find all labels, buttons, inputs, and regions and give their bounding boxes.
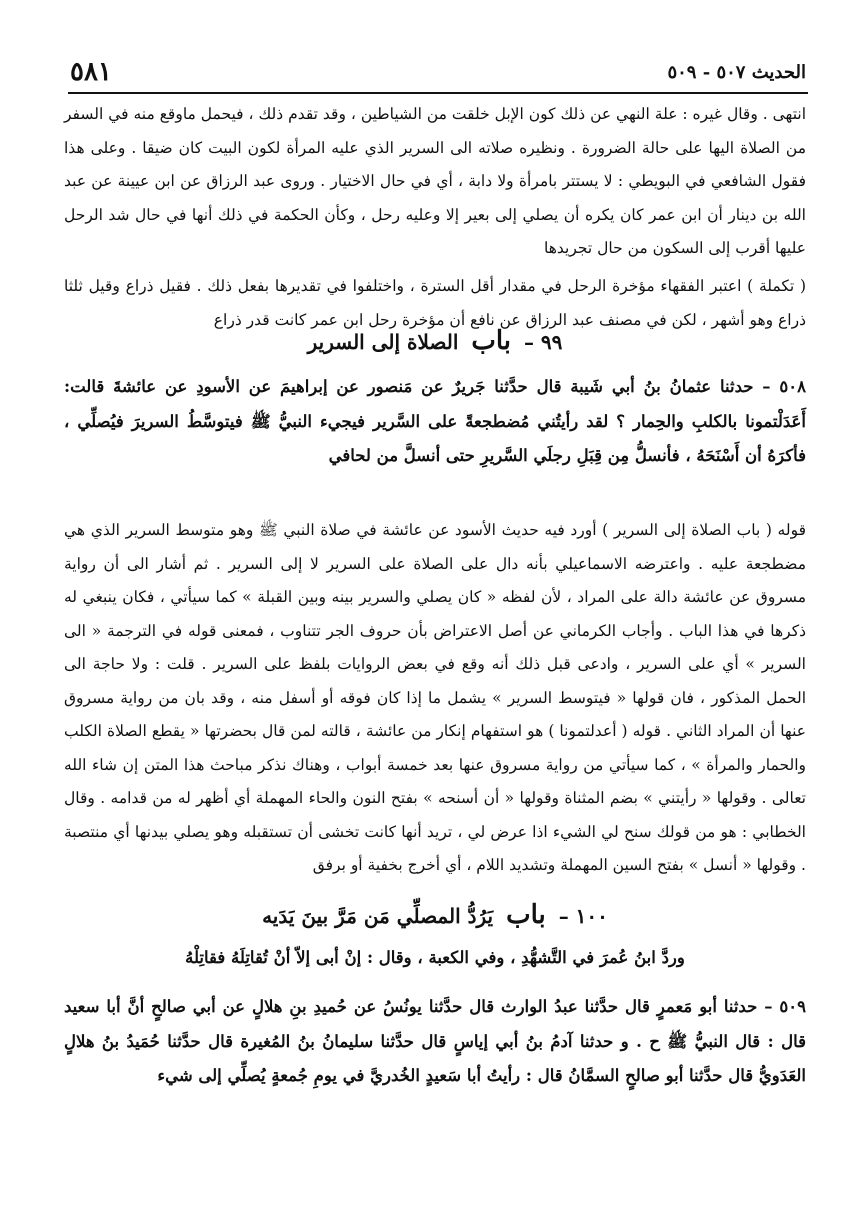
commentary-paragraph-2: قوله ( باب الصلاة إلى السرير ) أورد فيه حديث الأسود عن عائشة في صلاة النبي ﷺ وهو متوسط السرير الذي هي مضطجعة عليه . واعترضه الاسماعيلي بأنه دال على الصلاة على السرير لا إلى السرير . ثم أشار الى أن رواية مسروق عن عائشة دالة على المراد ، لأن لفظه « كان يصلي والسرير بينه وبين القبلة » كما سيأتي ، فكان ينبغي له ذكرها في هذا الباب . وأجاب الكرماني عن أصل الاعتراض بأن حروف الجر تتناوب ، فمعنى قوله في الترجمة « الى السرير » أي على السرير ، وادعى قبل ذلك أنه وقع في بعض الروايات بلفظ على السرير . قلت : ولا حاجة الى الحمل المذكور ، فان قولها « فيتوسط السرير » يشمل ما إذا كان فوقه أو أسفل منه ، وقد بان من رواية مسروق عنها أن المراد الثاني . قوله ( أعدلتمونا ) هو استفهام إنكار من عائشة ، قالته لمن قال بحضرتها « يقطع الصلاة الكلب والحمار والمرأة » ، كما سيأتي من رواية مسروق عنها بعد خمسة أبواب ، وهناك نذكر مباحث هذا المتن إن شاء الله تعالى . وقولها « رأيتني » بضم المثناة وقولها « أن أسنحه » بفتح النون والحاء المهملة أي أظهر له من قدامه . وقال الخطابي : هو من قولك سنح لي الشيء اذا عرض لي ، تريد أنها كانت تخشى أن تستقبله وهو يصلي بيدنها أي منتصبة . وقولها « أنسل » بفتح السين المهملة وتشديد اللام ، أي أخرج بخفية أو برفق xyxy=(64,521,806,874)
chapter-title: الصلاة إلى السرير xyxy=(307,330,459,354)
hadith-508: ٥٠٨ – حدثنا عثمانُ بنُ أبي شَيبة قال حدَّثنا جَريرٌ عن مَنصور عن إبراهيمَ عن الأسودِ عن عائشةَ قالت: أَعَدَلْتمونا بالكلبِ والحِمار ؟ لقد رأيتُني مُضطجعةً على السَّرير فيجيء النبيُّ ﷺ فيتوسَّطُ السريرَ فيُصلِّي ، فأكرَهُ أن أَسْنَحَهُ ، فأنسلُّ مِن قِبَلِ رجلَي السَّريرِ حتى أنسلَّ من لحافي xyxy=(64,377,806,465)
chapter-heading-100 xyxy=(64,900,806,930)
hadith-509: ٥٠٩ – حدثنا أبو مَعمرٍ قال حدَّثنا عبدُ الوارث قال حدَّثنا يونُسُ عن حُميدِ بنِ هلالٍ عن أبي صالحٍ أنَّ أبا سعيد قال : قال النبيُّ ﷺ ح . و حدثنا آدمُ بنُ أبي إياسٍ قال حدَّثنا سليمانُ بنُ المُغيرة قال حدَّثنا حُمَيدُ بنُ هلالٍ العَدَويُّ قال حدَّثنا أبو صالحٍ السمَّانُ قال : رأيتُ أبا سَعيدٍ الخُدريَّ في يومِ جُمعةٍ يُصلِّي إلى شيء xyxy=(64,997,806,1085)
chapter-heading-99 xyxy=(64,326,806,356)
header-divider xyxy=(68,92,808,94)
chapter-title: يَرُدُّ المصلِّي مَن مَرَّ بينَ يَدَيه xyxy=(262,904,494,928)
page-number: ٥٨١ xyxy=(70,57,112,87)
chapter-number: ٩٩ – xyxy=(523,330,563,354)
commentary-paragraph-1: انتهى . وقال غيره : علة النهي عن ذلك كون الإبل خلقت من الشياطين ، وقد تقدم ذلك ، فيحمل ماوقع منه في السفر من الصلاة اليها على حالة الضرورة . ونظيره صلاته الى السرير الذي عليه المرأة لكون البيت كان ضيقا . وعلى هذا فقول الشافعي في البويطي : لا يستتر بامرأة ولا دابة ، أي في حال الاختيار . وروى عبد الرزاق عن ابن عيينة عن عبد الله بن دينار أن ابن عمر كان يكره أن يصلي إلى بعير إلا وعليه رحل ، وكأن الحكمة في ذلك أنها في حال شد الرحل عليها أقرب إلى السكون من حال تجريدها xyxy=(64,105,806,257)
chapter-keyword: باب xyxy=(471,326,511,356)
supplement-paragraph: ( تكملة ) اعتبر الفقهاء مؤخرة الرحل في مقدار أقل السترة ، واختلفوا في تقديرها بفعل ذلك . فقيل ذراع وقيل ثلثا ذراع وهو أشهر ، لكن في مصنف عبد الرزاق عن نافع أن مؤخرة رحل ابن عمر كانت قدر ذراع xyxy=(64,277,806,329)
chapter-number: ١٠٠ – xyxy=(558,904,608,928)
chapter-note: وردَّ ابنُ عُمرَ في التَّشهُّدِ ، وفي الكعبة ، وقال : إنْ أبى إلاّ أنْ تُقاتِلَهُ فقاتِلْهُ xyxy=(185,948,685,967)
chapter-keyword: باب xyxy=(506,900,546,930)
running-title: الحديث ٥٠٧ - ٥٠٩ xyxy=(667,61,806,83)
page-header xyxy=(70,52,806,92)
